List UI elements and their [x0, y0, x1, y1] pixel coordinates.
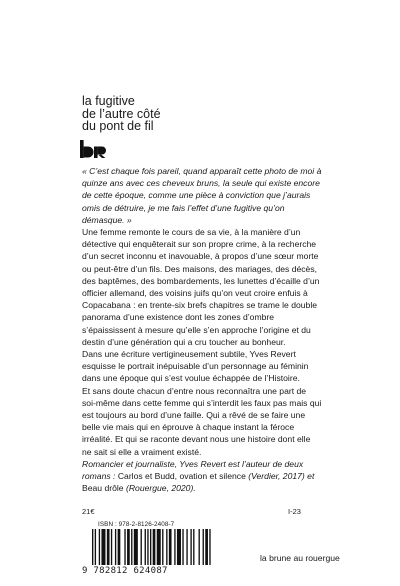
opening-quote: « C’est chaque fois pareil, quand apparaît cette photo de moi à quinze ans avec ces cheveux bruns, la seule qui existe encore de cette époque, comme une pièce à conviction que j’aurais omis de détruire, je me fais l’effet d’une fugitive qu’on démasque. »	[82, 166, 322, 225]
isbn-label: ISBN : 978-2-8126-2408-7	[98, 521, 175, 528]
book-title	[82, 95, 161, 133]
price: 21€	[82, 507, 95, 516]
bio-intro: Romancier et journaliste, Yves Revert est l’auteur de deux romans :	[82, 458, 304, 482]
paragraph-3: Et sans doute chacun d’entre nous reconnaîtra une part de soi-même dans cette femme qui s’interdit les faux pas mais qui est toujours au bord d’une faille. Qui a rêvé de se faire une belle vie mais qui en éprouve à chaque instant la féroce irréalité. Et qui se raconte devant nous une histoire dont elle ne sait si elle a vraiment existé.	[82, 385, 322, 457]
barcode-number: 9 782812 624087	[82, 566, 168, 576]
title-line-1: la fugitive	[82, 94, 135, 108]
title-line-3: du pont de fil	[82, 119, 154, 133]
back-cover-text	[82, 165, 322, 494]
barcode-icon	[92, 529, 212, 565]
bio-publisher-1: (Verdier, 2017) et	[245, 471, 315, 482]
bio-book-1: Carlos et Budd, ovation et silence	[117, 471, 246, 482]
paragraph-1: Une femme remonte le cours de sa vie, à la manière d’un détective qui enquêterait sur son propre crime, à la recherche d’un secret inconnu et inavouable, à propos d’une sœur morte ou peut-être d’un fils. Des maisons, des mariages, des décès, des baptêmes, des bombardements, les lunettes d’écaille d’un officier allemand, des voisins juifs qu’on veut croire enfuis à Copacabana : en trente-six brefs chapitres se trame le double panorama d’une existence dont les zones d’ombre s’épaississent à mesure qu’elle s’en approche l’origine et du destin d’une génération qui a cru toucher au bonheur.	[82, 227, 320, 347]
bio-book-2: Beau drôle	[82, 483, 124, 494]
catalog-code: I-23	[288, 507, 301, 516]
publisher-name: la brune au rouergue	[260, 553, 340, 563]
title-line-2: de l’autre côté	[82, 106, 161, 121]
paragraph-2: Dans une écriture vertigineusement subtile, Yves Revert esquisse le portrait inépuisable d’un personnage au féminin dans une époque qui s’est voulue échappée de l’Histoire.	[82, 349, 309, 384]
br-monogram-icon	[80, 140, 106, 158]
author-bio	[82, 458, 322, 495]
bio-publisher-2: (Rouergue, 2020).	[123, 483, 196, 494]
